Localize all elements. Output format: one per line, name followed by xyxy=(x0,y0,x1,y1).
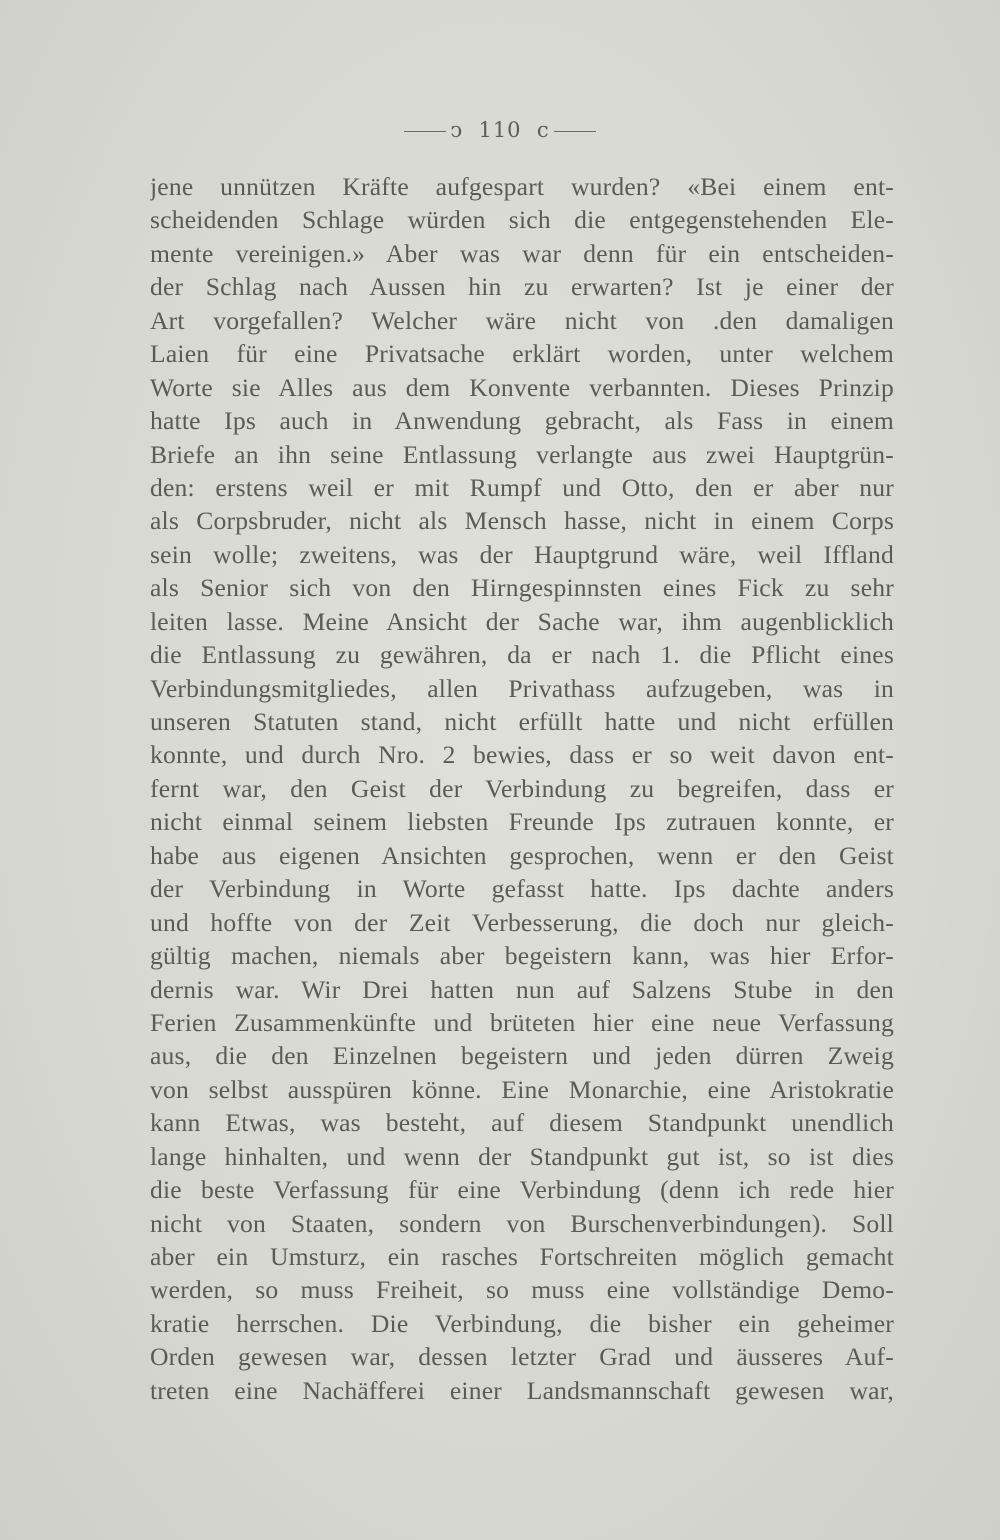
text-line: gültig machen, niemals aber begeistern kann, was hier Erfor- xyxy=(150,941,894,971)
text-line: der Verbindung in Worte gefasst hatte. Ips dachte anders xyxy=(150,874,894,904)
text-line: und hoffte von der Zeit Verbesserung, die doch nur gleich- xyxy=(150,907,894,937)
text-line: kratie herrschen. Die Verbindung, die bisher ein geheimer xyxy=(150,1308,894,1338)
text-line: nicht einmal seinem liebsten Freunde Ips zutrauen konnte, er xyxy=(150,807,894,837)
page-number: 110 xyxy=(478,118,522,142)
text-line: habe aus eigenen Ansichten gesprochen, wenn er den Geist xyxy=(150,840,894,870)
text-line: Verbindungsmitgliedes, allen Privathass aufzugeben, was in xyxy=(150,673,894,703)
text-line: der Schlag nach Aussen hin zu erwarten? Ist je einer der xyxy=(150,272,894,302)
text-line: dernis war. Wir Drei hatten nun auf Salzens Stube in den xyxy=(150,974,894,1004)
text-line: den: erstens weil er mit Rumpf und Otto, den er aber nur xyxy=(150,472,894,502)
text-line: Briefe an ihn seine Entlassung verlangte aus zwei Hauptgrün- xyxy=(150,439,894,469)
text-line: die Entlassung zu gewähren, da er nach 1. die Pflicht eines xyxy=(150,640,894,670)
text-line: werden, so muss Freiheit, so muss eine vollständige Demo- xyxy=(150,1275,894,1305)
page-header xyxy=(0,118,1000,142)
text-line: die beste Verfassung für eine Verbindung (denn ich rede hier xyxy=(150,1175,894,1205)
text-line: fernt war, den Geist der Verbindung zu begreifen, dass er xyxy=(150,773,894,803)
text-line: konnte, und durch Nro. 2 bewies, dass er so weit davon ent- xyxy=(150,740,894,770)
header-rule-left xyxy=(404,131,446,132)
text-line: aber ein Umsturz, ein rasches Fortschreiten möglich gemacht xyxy=(150,1242,894,1271)
header-left-ornament: ↄ xyxy=(450,118,464,142)
header-rule-right xyxy=(554,131,596,132)
body-text xyxy=(150,170,894,1407)
text-line: lange hinhalten, und wenn der Standpunkt gut ist, so ist dies xyxy=(150,1141,894,1171)
text-line: scheidenden Schlage würden sich die entgegenstehenden Ele- xyxy=(150,205,894,235)
text-line: hatte Ips auch in Anwendung gebracht, als Fass in einem xyxy=(150,406,894,436)
text-line: Art vorgefallen? Welcher wäre nicht von .den damaligen xyxy=(150,305,894,335)
text-line: aus, die den Einzelnen begeistern und jeden dürren Zweig xyxy=(150,1041,894,1071)
text-line: unseren Statuten stand, nicht erfüllt hatte und nicht erfüllen xyxy=(150,707,894,736)
text-line: nicht von Staaten, sondern von Burschenverbindungen). Soll xyxy=(150,1208,894,1238)
text-line: leiten lasse. Meine Ansicht der Sache war, ihm augenblicklich xyxy=(150,606,894,636)
text-line: treten eine Nachäfferei einer Landsmannschaft gewesen war, xyxy=(150,1375,894,1405)
text-line: als Corpsbruder, nicht als Mensch hasse, nicht in einem Corps xyxy=(150,506,894,536)
text-line: Orden gewesen war, dessen letzter Grad und äusseres Auf- xyxy=(150,1342,894,1372)
text-line: mente vereinigen.» Aber was war denn für ein entscheiden- xyxy=(150,238,894,268)
text-line: Laien für eine Privatsache erklärt worden, unter welchem xyxy=(150,339,894,369)
text-line: kann Etwas, was besteht, auf diesem Standpunkt unendlich xyxy=(150,1108,894,1138)
text-line: als Senior sich von den Hirngespinnsten eines Fick zu sehr xyxy=(150,573,894,603)
header-right-ornament: c xyxy=(536,118,550,142)
text-line: Worte sie Alles aus dem Konvente verbannten. Dieses Prinzip xyxy=(150,372,894,402)
text-line: jene unnützen Kräfte aufgespart wurden? «Bei einem ent- xyxy=(150,172,894,201)
text-line: sein wolle; zweitens, was der Hauptgrund wäre, weil Iffland xyxy=(150,539,894,569)
text-line: von selbst ausspüren könne. Eine Monarchie, eine Aristokratie xyxy=(150,1074,894,1104)
text-line: Ferien Zusammenkünfte und brüteten hier eine neue Verfassung xyxy=(150,1007,894,1037)
